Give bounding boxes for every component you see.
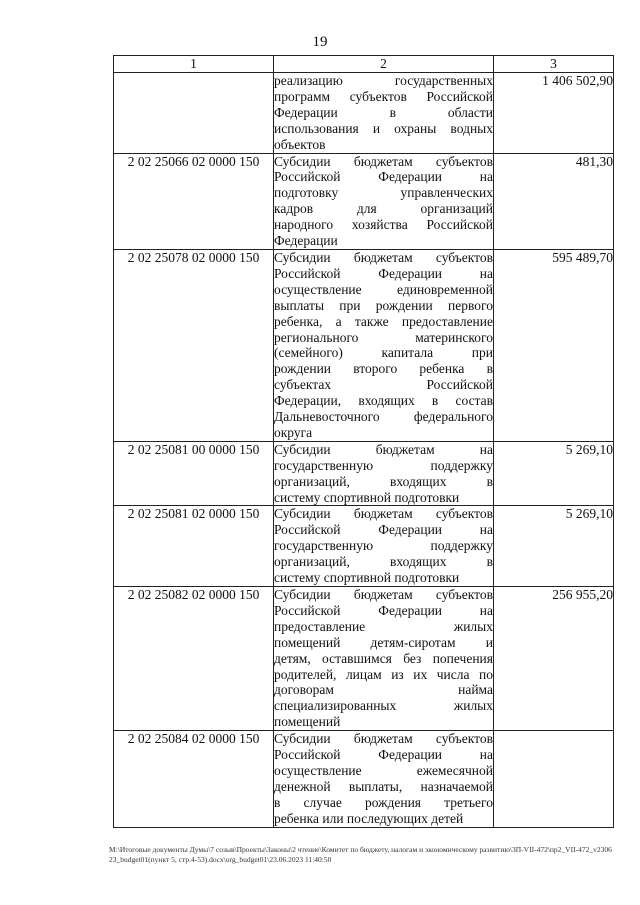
- amount-cell: 595 489,70: [494, 249, 614, 441]
- table-header-row: [114, 56, 614, 73]
- description-line: объектов: [274, 136, 326, 152]
- budget-code-cell: 2 02 25081 00 0000 150: [114, 441, 274, 506]
- description-cell: [274, 731, 494, 827]
- description-line: (семейного) капитала при: [274, 345, 493, 361]
- description-line: осуществление ежемесячной: [274, 762, 493, 778]
- table-row: [114, 73, 614, 154]
- description-line: ребенка или последующих детей: [274, 810, 464, 826]
- description-line: кадров для организаций: [274, 201, 493, 217]
- description-line: Российской Федерации на: [274, 602, 493, 618]
- description-line: Субсидии бюджетам субъектов: [274, 249, 493, 265]
- description-line: субъектах Российской: [274, 377, 493, 393]
- description-line: Российской Федерации на: [274, 522, 493, 538]
- column-header-2: 2: [274, 56, 494, 73]
- description-line: ребенка, а также предоставление: [274, 313, 493, 329]
- description-line: родителей, лицам из их числа по: [274, 666, 493, 682]
- table-row: [114, 249, 614, 441]
- table-row: [114, 731, 614, 827]
- description-line: народного хозяйства Российской: [274, 217, 493, 233]
- description-line: денежной выплаты, назначаемой: [274, 778, 493, 794]
- column-header-3: 3: [494, 56, 614, 73]
- description-line: Российской Федерации на: [274, 169, 493, 185]
- description-line: организаций, входящих в: [274, 554, 493, 570]
- amount-cell: 5 269,10: [494, 441, 614, 506]
- description-cell: [274, 153, 494, 249]
- amount-cell: 481,30: [494, 153, 614, 249]
- description-line: государственную поддержку: [274, 538, 493, 554]
- budget-code-cell: [114, 73, 274, 154]
- amount-cell: 256 955,20: [494, 587, 614, 731]
- description-line: помещений детям-сиротам и: [274, 634, 493, 650]
- description-line: Дальневосточного федерального: [274, 409, 493, 425]
- description-line: рождении второго ребенка в: [274, 361, 493, 377]
- description-line: Федерации, входящих в состав: [274, 393, 493, 409]
- file-path-footer: М:\Итоговые документы Думы\7 созыв\Проекты\Законы\2 чтение\Комитет по бюджету, налогам и экономическому развитию\3П-VII-472\пр2_VII-472_v230623_budget01(пункт 5, стр.4-53).docx\org_budget01\23.06.2023 11:40:50: [109, 845, 612, 864]
- budget-code-cell: 2 02 25081 02 0000 150: [114, 506, 274, 587]
- description-line: Федерации: [274, 233, 338, 249]
- description-cell: [274, 441, 494, 506]
- budget-code-cell: 2 02 25078 02 0000 150: [114, 249, 274, 441]
- description-cell: [274, 73, 494, 154]
- description-line: помещений: [274, 714, 341, 730]
- description-cell: [274, 587, 494, 731]
- description-line: Субсидии бюджетам субъектов: [274, 731, 493, 747]
- description-line: программ субъектов Российской: [274, 88, 493, 104]
- description-line: организаций, входящих в: [274, 473, 493, 489]
- amount-cell: 5 269,10: [494, 506, 614, 587]
- page-number: 19: [312, 34, 328, 50]
- description-line: подготовку управленческих: [274, 185, 493, 201]
- amount-cell: 1 406 502,90: [494, 73, 614, 154]
- description-line: осуществление единовременной: [274, 281, 493, 297]
- amount-cell: [494, 731, 614, 827]
- description-cell: [274, 249, 494, 441]
- description-line: использования и охраны водных: [274, 120, 493, 136]
- description-line: систему спортивной подготовки: [274, 570, 460, 586]
- description-line: договорам найма: [274, 682, 493, 698]
- description-line: регионального материнского: [274, 329, 493, 345]
- table-row: [114, 506, 614, 587]
- description-line: выплаты при рождении первого: [274, 297, 493, 313]
- description-line: Субсидии бюджетам на: [274, 441, 493, 457]
- description-line: Российской Федерации на: [274, 747, 493, 763]
- description-line: специализированных жилых: [274, 698, 493, 714]
- budget-code-cell: 2 02 25066 02 0000 150: [114, 153, 274, 249]
- table-row: [114, 587, 614, 731]
- description-line: детям, оставшимся без попечения: [274, 650, 493, 666]
- description-line: Субсидии бюджетам субъектов: [274, 506, 493, 522]
- description-line: Субсидии бюджетам субъектов: [274, 153, 493, 169]
- description-line: Российской Федерации на: [274, 265, 493, 281]
- budget-code-cell: 2 02 25084 02 0000 150: [114, 731, 274, 827]
- description-line: систему спортивной подготовки: [274, 489, 460, 505]
- description-line: в случае рождения третьего: [274, 794, 493, 810]
- description-line: государственную поддержку: [274, 457, 493, 473]
- description-line: реализацию государственных: [274, 73, 493, 88]
- description-line: Федерации в области: [274, 104, 493, 120]
- budget-table: [113, 55, 614, 828]
- description-line: предоставление жилых: [274, 618, 493, 634]
- description-line: Субсидии бюджетам субъектов: [274, 587, 493, 602]
- budget-code-cell: 2 02 25082 02 0000 150: [114, 587, 274, 731]
- table-row: [114, 153, 614, 249]
- table-row: [114, 441, 614, 506]
- description-line: округа: [274, 424, 313, 440]
- column-header-1: 1: [114, 56, 274, 73]
- description-cell: [274, 506, 494, 587]
